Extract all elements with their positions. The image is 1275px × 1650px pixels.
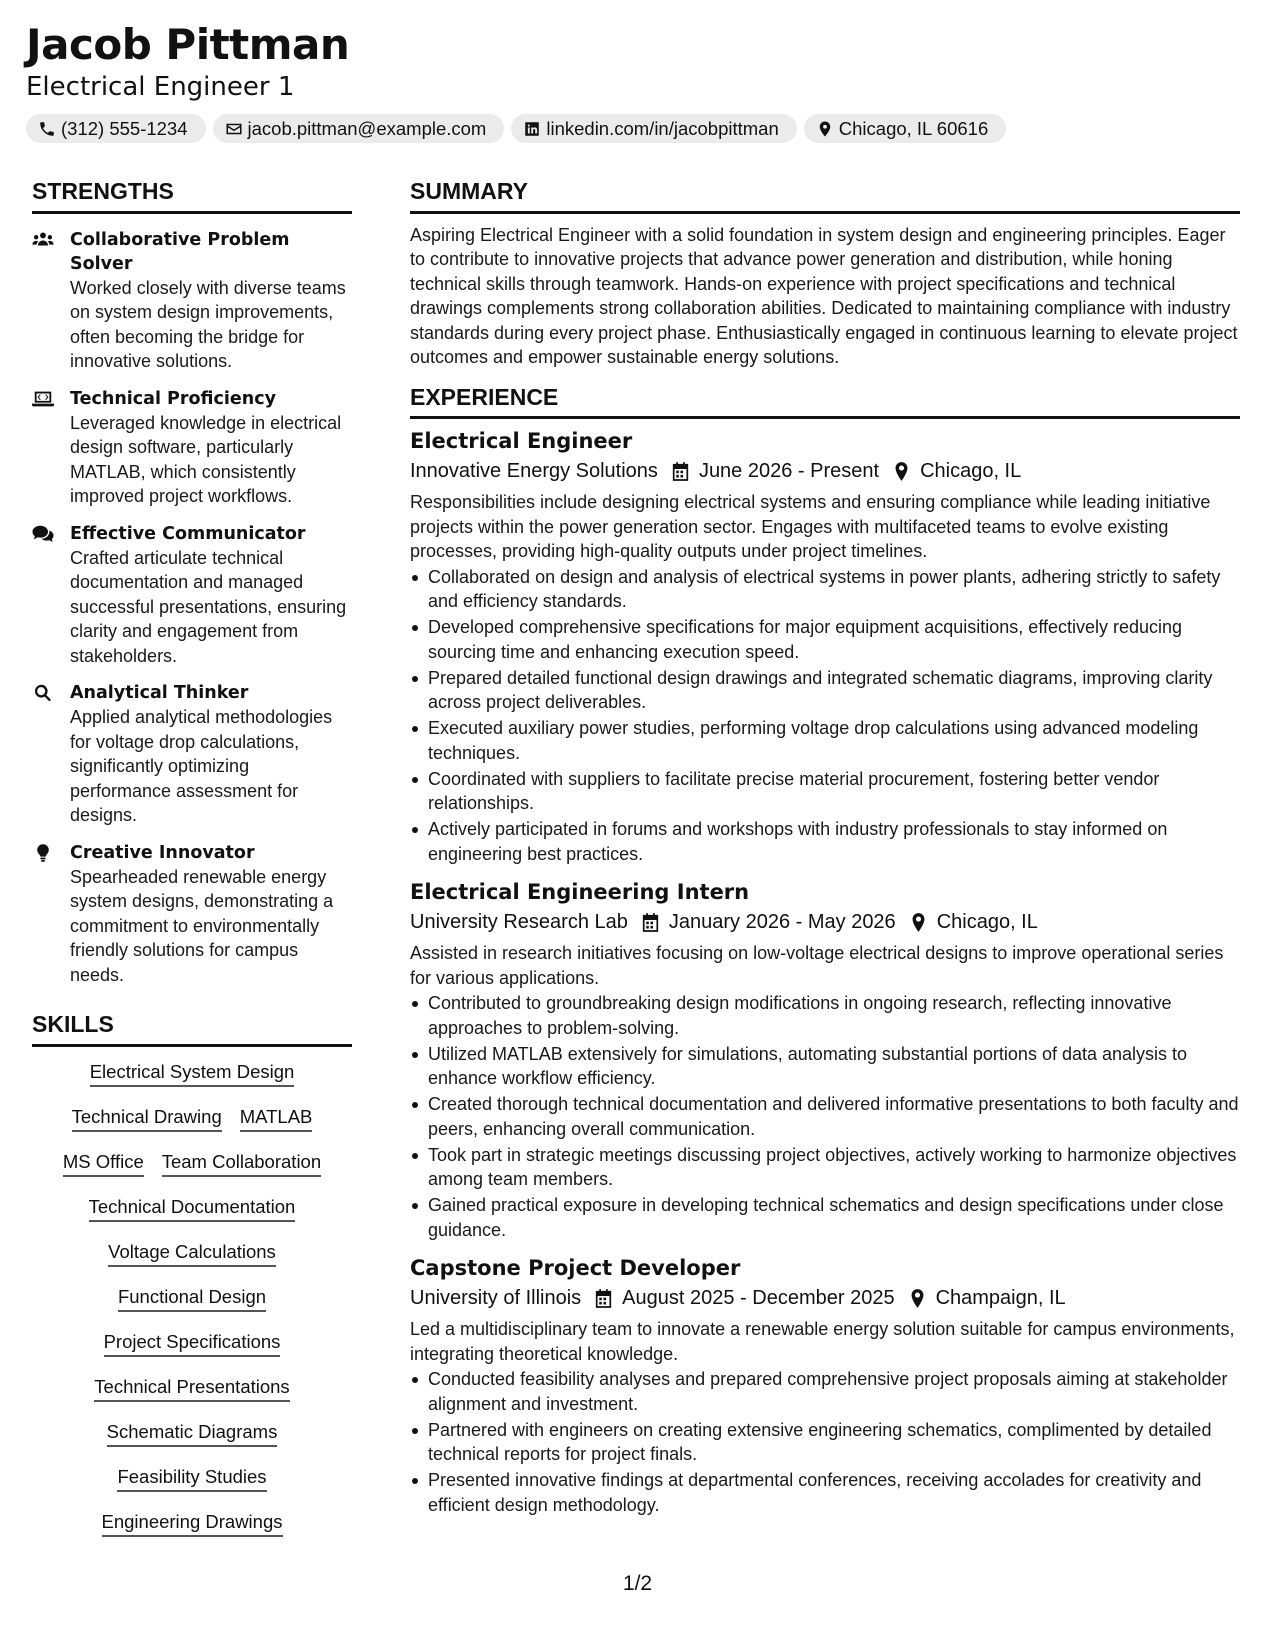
job-bullet: Took part in strategic meetings discussing project objectives, actively working to harmonize objectives among team members.	[410, 1143, 1240, 1192]
skill-tag: Technical Drawing	[72, 1106, 222, 1132]
skills-list	[32, 1061, 352, 1556]
job-title-headline: Electrical Engineer 1	[26, 72, 295, 102]
job-bullet: Developed comprehensive specifications for major equipment acquisitions, effectively reducing sourcing time and enhancing execution speed.	[410, 615, 1240, 664]
job-location: Chicago, IL	[920, 460, 1022, 483]
job-dates: January 2026 - May 2026	[668, 911, 896, 934]
job-role: Electrical Engineer	[410, 429, 633, 454]
skill-tag: Electrical System Design	[90, 1061, 295, 1087]
envelope-icon	[225, 120, 243, 138]
strength-description: Leveraged knowledge in electrical design software, particularly MATLAB, which consistently improved project workflows.	[70, 412, 342, 507]
experience-entry	[410, 427, 1240, 866]
strength-title: Collaborative Problem Solver	[70, 229, 290, 274]
experience-entry	[410, 878, 1240, 1242]
job-bullet: Contributed to groundbreaking design modifications in ongoing research, reflecting innovative approaches to problem-solving.	[410, 991, 1240, 1040]
strength-title: Analytical Thinker	[70, 683, 249, 704]
contact-linkedin-text: linkedin.com/in/jacobpittman	[546, 117, 779, 139]
job-bullet: Presented innovative findings at departmental conferences, receiving accolades for creativity and efficient design methodology.	[410, 1468, 1240, 1517]
laptop-code-icon	[32, 389, 54, 409]
candidate-name: Jacob Pittman	[26, 20, 350, 69]
strength-item	[32, 681, 352, 828]
skill-row	[108, 1241, 276, 1286]
skill-tag: Voltage Calculations	[108, 1241, 276, 1267]
job-bullet: Collaborated on design and analysis of electrical systems in power plants, adhering strictly to safety and efficiency standards.	[410, 565, 1240, 614]
skill-row	[107, 1421, 278, 1466]
skill-row	[89, 1196, 296, 1241]
phone-icon	[38, 120, 56, 138]
strength-description: Crafted articulate technical documentation and managed successful presentations, ensuring clarity and engagement from stakeholders.	[70, 547, 347, 666]
strengths-list	[32, 228, 352, 988]
job-bullet: Executed auxiliary power studies, performing voltage drop calculations using advanced modeling techniques.	[410, 716, 1240, 765]
job-description: Led a multidisciplinary team to innovate a renewable energy solution suitable for campus environments, integrating theoretical knowledge.	[410, 1319, 1235, 1364]
job-bullet: Coordinated with suppliers to facilitate precise material procurement, fostering better vendor relationships.	[410, 767, 1240, 816]
experience-heading: EXPERIENCE	[410, 384, 1240, 420]
strength-item	[32, 841, 352, 988]
job-bullet: Created thorough technical documentation and delivered informative presentations to both faculty and peers, enhancing overall communication.	[410, 1092, 1240, 1141]
contact-bar	[26, 114, 1006, 143]
left-column	[32, 178, 352, 1556]
skill-row	[102, 1511, 283, 1556]
skill-row	[104, 1331, 281, 1376]
job-bullet: Prepared detailed functional design drawings and integrated schematic diagrams, improving clarity across project deliverables.	[410, 666, 1240, 715]
skills-heading: SKILLS	[32, 1011, 352, 1047]
contact-phone[interactable]	[26, 114, 206, 143]
skill-row	[118, 1286, 266, 1331]
linkedin-icon	[523, 120, 541, 138]
users-icon	[32, 230, 54, 250]
map-pin-icon	[910, 913, 927, 932]
map-pin-icon	[909, 1289, 926, 1308]
job-meta	[410, 456, 1240, 486]
skill-tag: Schematic Diagrams	[107, 1421, 278, 1447]
skill-tag: Technical Presentations	[94, 1376, 289, 1402]
strength-item	[32, 228, 352, 374]
job-company: University of Illinois	[410, 1287, 582, 1310]
calendar-icon	[595, 1289, 612, 1308]
job-bullets	[410, 1367, 1240, 1517]
strength-item	[32, 387, 352, 509]
contact-location-text: Chicago, IL 60616	[838, 117, 989, 139]
skill-tag: MATLAB	[240, 1106, 313, 1132]
experience-entry	[410, 1254, 1240, 1517]
strength-item	[32, 522, 352, 669]
contact-linkedin[interactable]	[511, 114, 796, 143]
skill-row	[117, 1466, 266, 1511]
skill-row	[72, 1106, 313, 1151]
job-bullet: Gained practical exposure in developing technical schematics and design specifications under close guidance.	[410, 1193, 1240, 1242]
skill-tag: MS Office	[63, 1151, 144, 1177]
skill-tag: Functional Design	[118, 1286, 266, 1312]
skill-tag: Technical Documentation	[89, 1196, 296, 1222]
lightbulb-icon	[32, 843, 54, 863]
strength-description: Spearheaded renewable energy system designs, demonstrating a commitment to environmentally friendly solutions for campus needs.	[70, 866, 334, 985]
contact-location[interactable]	[804, 114, 1006, 143]
job-bullets	[410, 565, 1240, 867]
skill-tag: Feasibility Studies	[117, 1466, 266, 1492]
job-meta	[410, 1283, 1240, 1313]
summary-text: Aspiring Electrical Engineer with a solid foundation in system design and engineering principles. Eager to contribute to innovative projects that advance power generation and distribution, while honing technical skills through teamwork. Hands-on experience with project specifications and technical drawings complements strong collaboration abilities. Dedicated to maintaining compliance with industry standards during every project phase. Enthusiastically engaged in continuous learning to elevate project outcomes and empower sustainable energy solutions.	[410, 224, 1238, 368]
job-company: University Research Lab	[410, 911, 628, 934]
job-meta	[410, 907, 1240, 937]
map-pin-icon	[893, 462, 910, 481]
page-number: 1/2	[622, 1572, 653, 1595]
comments-icon	[32, 524, 54, 544]
skill-tag: Team Collaboration	[162, 1151, 321, 1177]
job-bullet: Utilized MATLAB extensively for simulations, automating substantial portions of data analysis to enhance workflow efficiency.	[410, 1042, 1240, 1091]
strength-title: Effective Communicator	[70, 523, 306, 544]
search-icon	[32, 683, 54, 703]
job-bullet: Conducted feasibility analyses and prepared comprehensive project proposals aiming at stakeholder alignment and investment.	[410, 1367, 1240, 1416]
strength-description: Applied analytical methodologies for voltage drop calculations, significantly optimizing performance assessment for designs.	[70, 707, 333, 826]
contact-phone-text: (312) 555-1234	[61, 117, 188, 139]
strengths-heading: STRENGTHS	[32, 178, 352, 214]
job-dates: August 2025 - December 2025	[622, 1287, 895, 1310]
strength-title: Technical Proficiency	[70, 388, 276, 409]
job-location: Champaign, IL	[935, 1287, 1066, 1310]
job-bullet: Partnered with engineers on creating extensive engineering schematics, complimented by detailed technical reports for project finals.	[410, 1418, 1240, 1467]
job-description: Responsibilities include designing electrical systems and ensuring compliance while leading initiative projects within the power generation sector. Engages with multifaceted teams to evolve existing processes, providing high-quality outputs under project timelines.	[410, 492, 1211, 562]
job-role: Electrical Engineering Intern	[410, 880, 750, 905]
job-dates: June 2026 - Present	[698, 460, 880, 483]
calendar-icon	[672, 462, 689, 481]
strength-description: Worked closely with diverse teams on system design improvements, often becoming the bridge for innovative solutions.	[70, 277, 346, 372]
job-company: Innovative Energy Solutions	[410, 460, 658, 483]
contact-email-text: jacob.pittman@example.com	[247, 117, 487, 139]
job-bullets	[410, 991, 1240, 1242]
strength-title: Creative Innovator	[70, 842, 255, 863]
job-bullet: Actively participated in forums and workshops with industry professionals to stay informed on engineering best practices.	[410, 817, 1240, 866]
skill-tag: Project Specifications	[104, 1331, 281, 1357]
map-pin-icon	[816, 120, 834, 138]
skill-row	[90, 1061, 295, 1106]
job-description: Assisted in research initiatives focusing on low-voltage electrical designs to improve operational series for various applications.	[410, 943, 1224, 988]
skill-row	[63, 1151, 321, 1196]
job-role: Capstone Project Developer	[410, 1256, 741, 1281]
job-location: Chicago, IL	[936, 911, 1038, 934]
calendar-icon	[642, 913, 659, 932]
contact-email[interactable]	[213, 114, 505, 143]
summary-heading: SUMMARY	[410, 178, 1240, 214]
skill-tag: Engineering Drawings	[102, 1511, 283, 1537]
skill-row	[94, 1376, 289, 1421]
right-column	[410, 178, 1240, 1519]
